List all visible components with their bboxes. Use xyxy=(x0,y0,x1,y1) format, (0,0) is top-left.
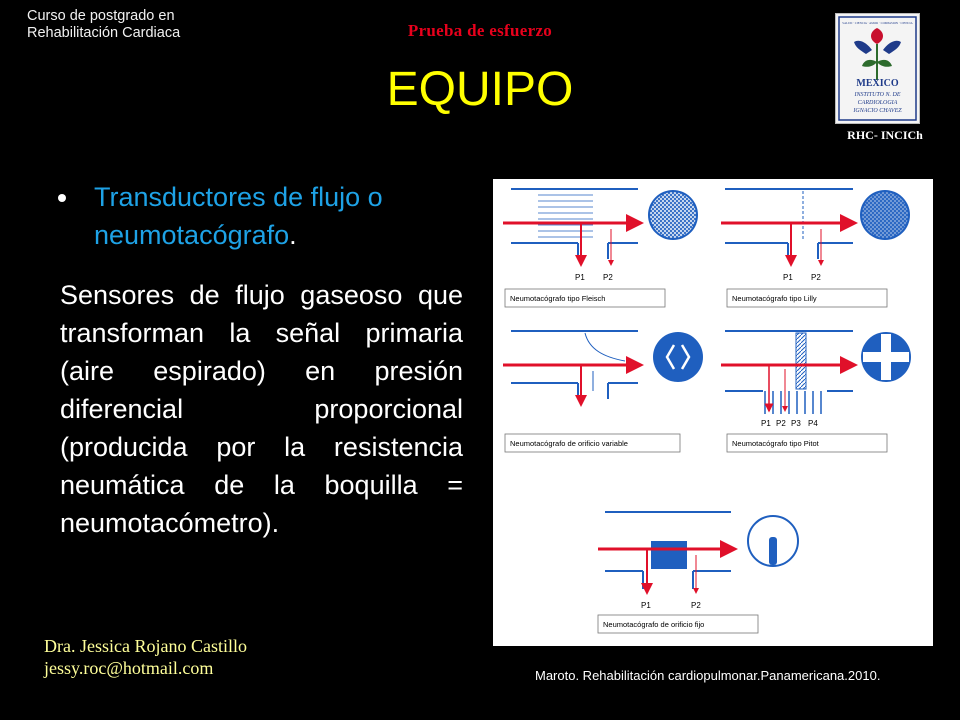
pneumotachograph-figure xyxy=(493,179,933,646)
pitot-label: Neumotacógrafo tipo Pitot xyxy=(732,439,819,448)
pitot-port-2: P2 xyxy=(776,419,786,428)
pitot-port-1: P1 xyxy=(761,419,771,428)
bullet-period: . xyxy=(289,220,297,250)
fijo-port-2: P2 xyxy=(691,601,701,610)
orificio-fijo-label: Neumotacógrafo de orificio fijo xyxy=(603,620,705,629)
fleisch-label: Neumotacógrafo tipo Fleisch xyxy=(510,294,606,303)
orificio-variable-label: Neumotacógrafo de orificio variable xyxy=(510,439,628,448)
logo-top-text: SALUD · CIENCIA · AMOR · COMPASION · CIENCIA xyxy=(842,21,913,25)
panel-orificio-variable xyxy=(503,331,703,452)
author-name: Dra. Jessica Rojano Castillo xyxy=(44,636,247,656)
course-line-2: Rehabilitación Cardiaca xyxy=(27,25,181,41)
logo-line-1: INSTITUTO N. DE xyxy=(854,92,901,98)
citation: Maroto. Rehabilitación cardiopulmonar.Panamericana.2010. xyxy=(535,668,881,683)
author-block xyxy=(44,635,247,679)
bullet-text-block xyxy=(94,178,462,254)
logo-emblem xyxy=(836,14,919,123)
fleisch-port-2: P2 xyxy=(603,273,613,282)
institute-logo xyxy=(835,13,920,124)
lilly-label: Neumotacógrafo tipo Lilly xyxy=(732,294,817,303)
logo-line-2: CARDIOLOGIA xyxy=(857,100,898,106)
author-email: jessy.roc@hotmail.com xyxy=(44,658,214,678)
fleisch-port-1: P1 xyxy=(575,273,585,282)
course-line-1: Curso de postgrado en xyxy=(27,8,175,24)
panel-lilly xyxy=(721,189,910,307)
slide-subtitle: Prueba de esfuerzo xyxy=(407,21,553,40)
logo-line-3: IGNACIO CHAVEZ xyxy=(853,108,902,114)
lilly-port-1: P1 xyxy=(783,273,793,282)
panel-pitot xyxy=(721,331,911,452)
panel-orificio-fijo xyxy=(598,512,798,633)
fijo-port-1: P1 xyxy=(641,601,651,610)
logo-country: MEXICO xyxy=(856,78,899,89)
pitot-port-4: P4 xyxy=(808,419,818,428)
description-paragraph: Sensores de flujo gaseoso que transforman la señal primaria (aire espirado) en presión diferencial proporcional (producida por la resistencia neumática de la boquilla = neumotacómetro). xyxy=(60,280,463,538)
panel-fleisch xyxy=(503,189,698,307)
bullet-text: Transductores de flujo o neumotacógrafo xyxy=(94,182,383,250)
pitot-port-3: P3 xyxy=(791,419,801,428)
lilly-port-2: P2 xyxy=(811,273,821,282)
figure-diagram xyxy=(493,179,933,646)
slide-title: EQUIPO xyxy=(386,63,574,116)
logo-caption: RHC- INCICh xyxy=(847,128,923,142)
bullet-item xyxy=(58,178,462,254)
bullet-dot-icon xyxy=(58,194,66,202)
